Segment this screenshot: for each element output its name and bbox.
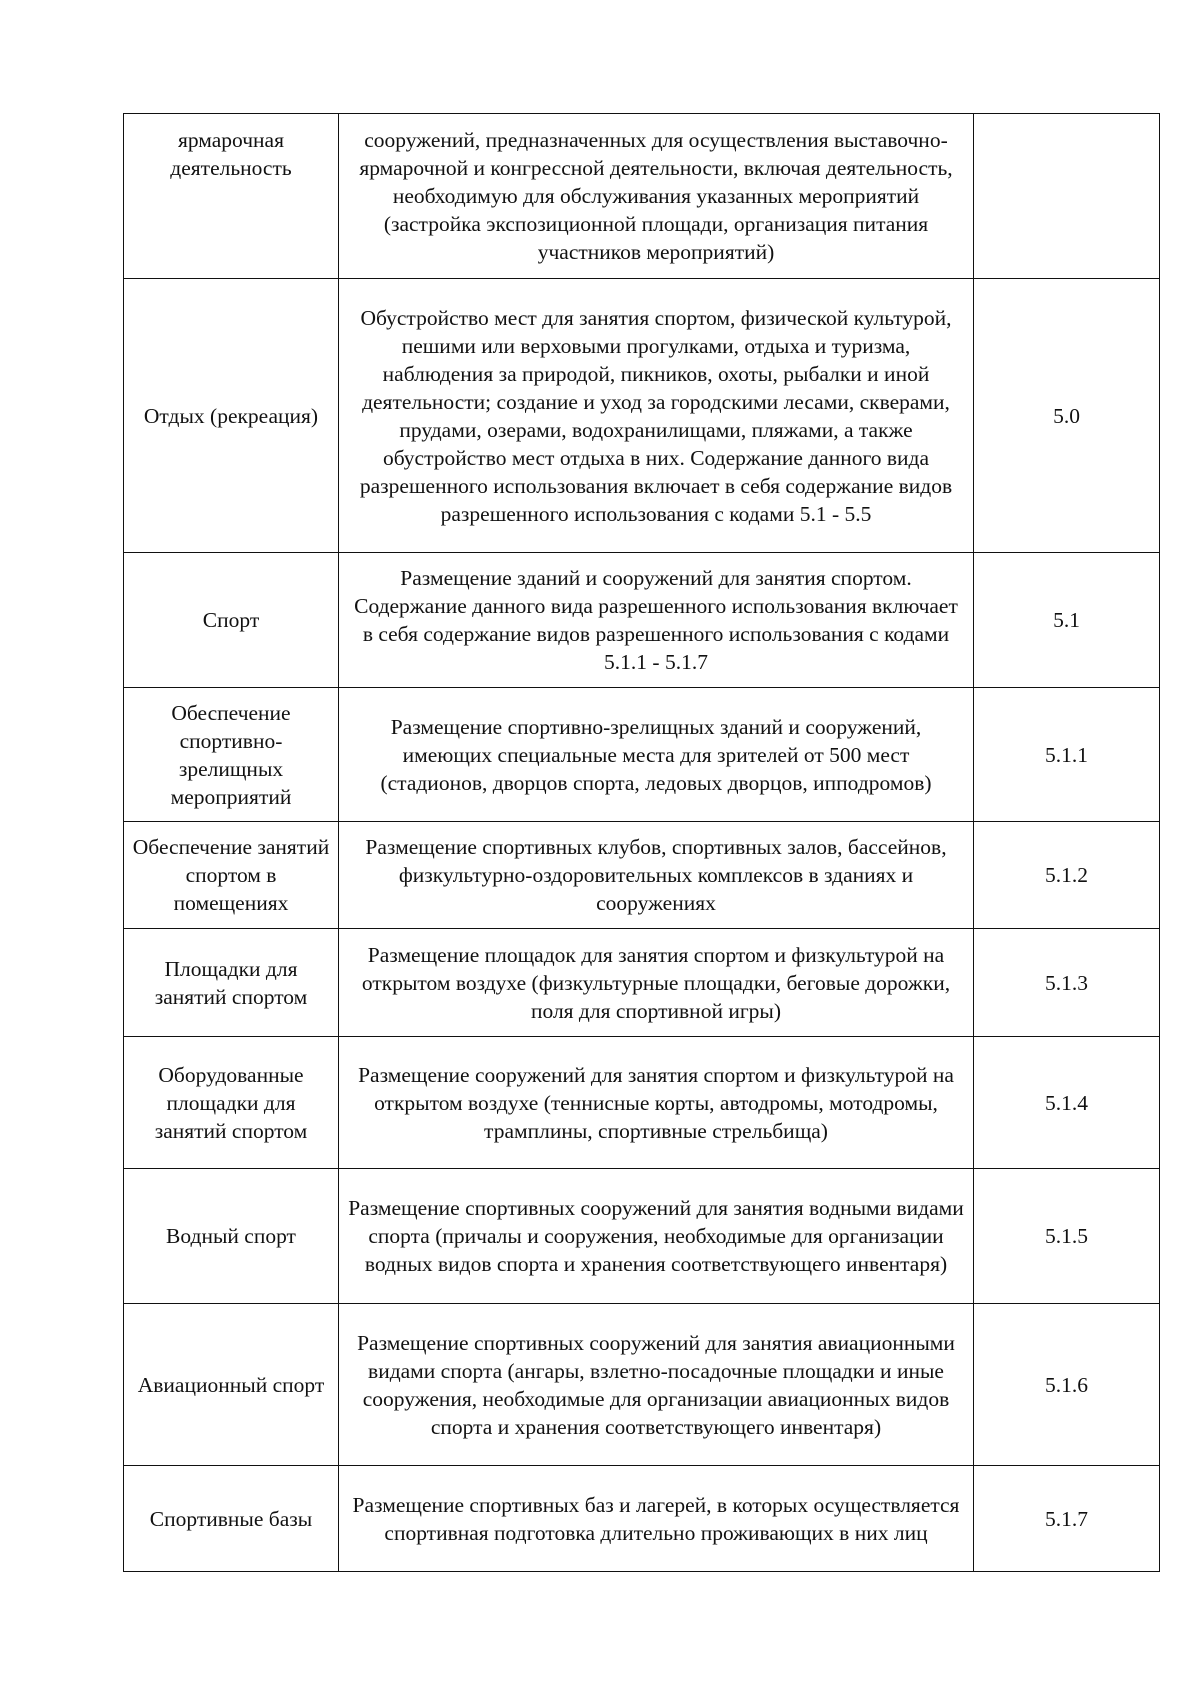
table-row [124,1037,1160,1169]
row-description: Размещение спортивных баз и лагерей, в которых осуществляется спортивная подготовка длительно проживающих в них лиц [339,1466,974,1572]
row-code: 5.1.5 [974,1169,1160,1304]
row-name: Спорт [124,553,339,688]
row-name: Оборудованные площадки для занятий спортом [124,1037,339,1169]
table-row [124,688,1160,822]
table-row [124,279,1160,553]
table-row [124,929,1160,1037]
row-code: 5.0 [974,279,1160,553]
row-code: 5.1.7 [974,1466,1160,1572]
row-description: Размещение зданий и сооружений для занятия спортом. Содержание данного вида разрешенного использования включает в себя содержание видов разрешенного использования с кодами 5.1.1 - 5.1.7 [339,553,974,688]
table-row [124,822,1160,929]
row-code [974,114,1160,279]
row-code: 5.1.1 [974,688,1160,822]
table-row [124,553,1160,688]
row-description: Размещение сооружений для занятия спортом и физкультурой на открытом воздухе (теннисные корты, автодромы, мотодромы, трамплины, спортивные стрельбища) [339,1037,974,1169]
row-name: Отдых (рекреация) [124,279,339,553]
row-description: Размещение спортивных сооружений для занятия водными видами спорта (причалы и сооружения, необходимые для организации водных видов спорта и хранения соответствующего инвентаря) [339,1169,974,1304]
row-name: Авиационный спорт [124,1304,339,1466]
row-name: ярмарочная деятельность [124,114,339,279]
table-row [124,1466,1160,1572]
row-description: Размещение площадок для занятия спортом и физкультурой на открытом воздухе (физкультурные площадки, беговые дорожки, поля для спортивной игры) [339,929,974,1037]
table-row [124,114,1160,279]
row-name: Спортивные базы [124,1466,339,1572]
land-use-table [123,113,1160,1572]
row-name: Площадки для занятий спортом [124,929,339,1037]
row-code: 5.1.2 [974,822,1160,929]
row-description: Размещение спортивно-зрелищных зданий и сооружений, имеющих специальные места для зрителей от 500 мест (стадионов, дворцов спорта, ледовых дворцов, ипподромов) [339,688,974,822]
table-row [124,1304,1160,1466]
row-name: Водный спорт [124,1169,339,1304]
row-code: 5.1.3 [974,929,1160,1037]
table-body [124,114,1160,1572]
row-name: Обеспечение занятий спортом в помещениях [124,822,339,929]
row-code: 5.1.6 [974,1304,1160,1466]
row-code: 5.1.4 [974,1037,1160,1169]
row-description: сооружений, предназначенных для осуществления выставочно-ярмарочной и конгрессной деятельности, включая деятельность, необходимую для обслуживания указанных мероприятий (застройка экспозиционной площади, организация питания участников мероприятий) [339,114,974,279]
row-description: Размещение спортивных сооружений для занятия авиационными видами спорта (ангары, взлетно-посадочные площадки и иные сооружения, необходимые для организации авиационных видов спорта и хранения соответствующего инвентаря) [339,1304,974,1466]
row-description: Обустройство мест для занятия спортом, физической культурой, пешими или верховыми прогулками, отдыха и туризма, наблюдения за природой, пикников, охоты, рыбалки и иной деятельности; создание и уход за городскими лесами, скверами, прудами, озерами, водохранилищами, пляжами, а также обустройство мест отдыха в них. Содержание данного вида разрешенного использования включает в себя содержание видов разрешенного использования с кодами 5.1 - 5.5 [339,279,974,553]
table-row [124,1169,1160,1304]
row-name: Обеспечение спортивно-зрелищных мероприятий [124,688,339,822]
row-code: 5.1 [974,553,1160,688]
row-description: Размещение спортивных клубов, спортивных залов, бассейнов, физкультурно-оздоровительных комплексов в зданиях и сооружениях [339,822,974,929]
